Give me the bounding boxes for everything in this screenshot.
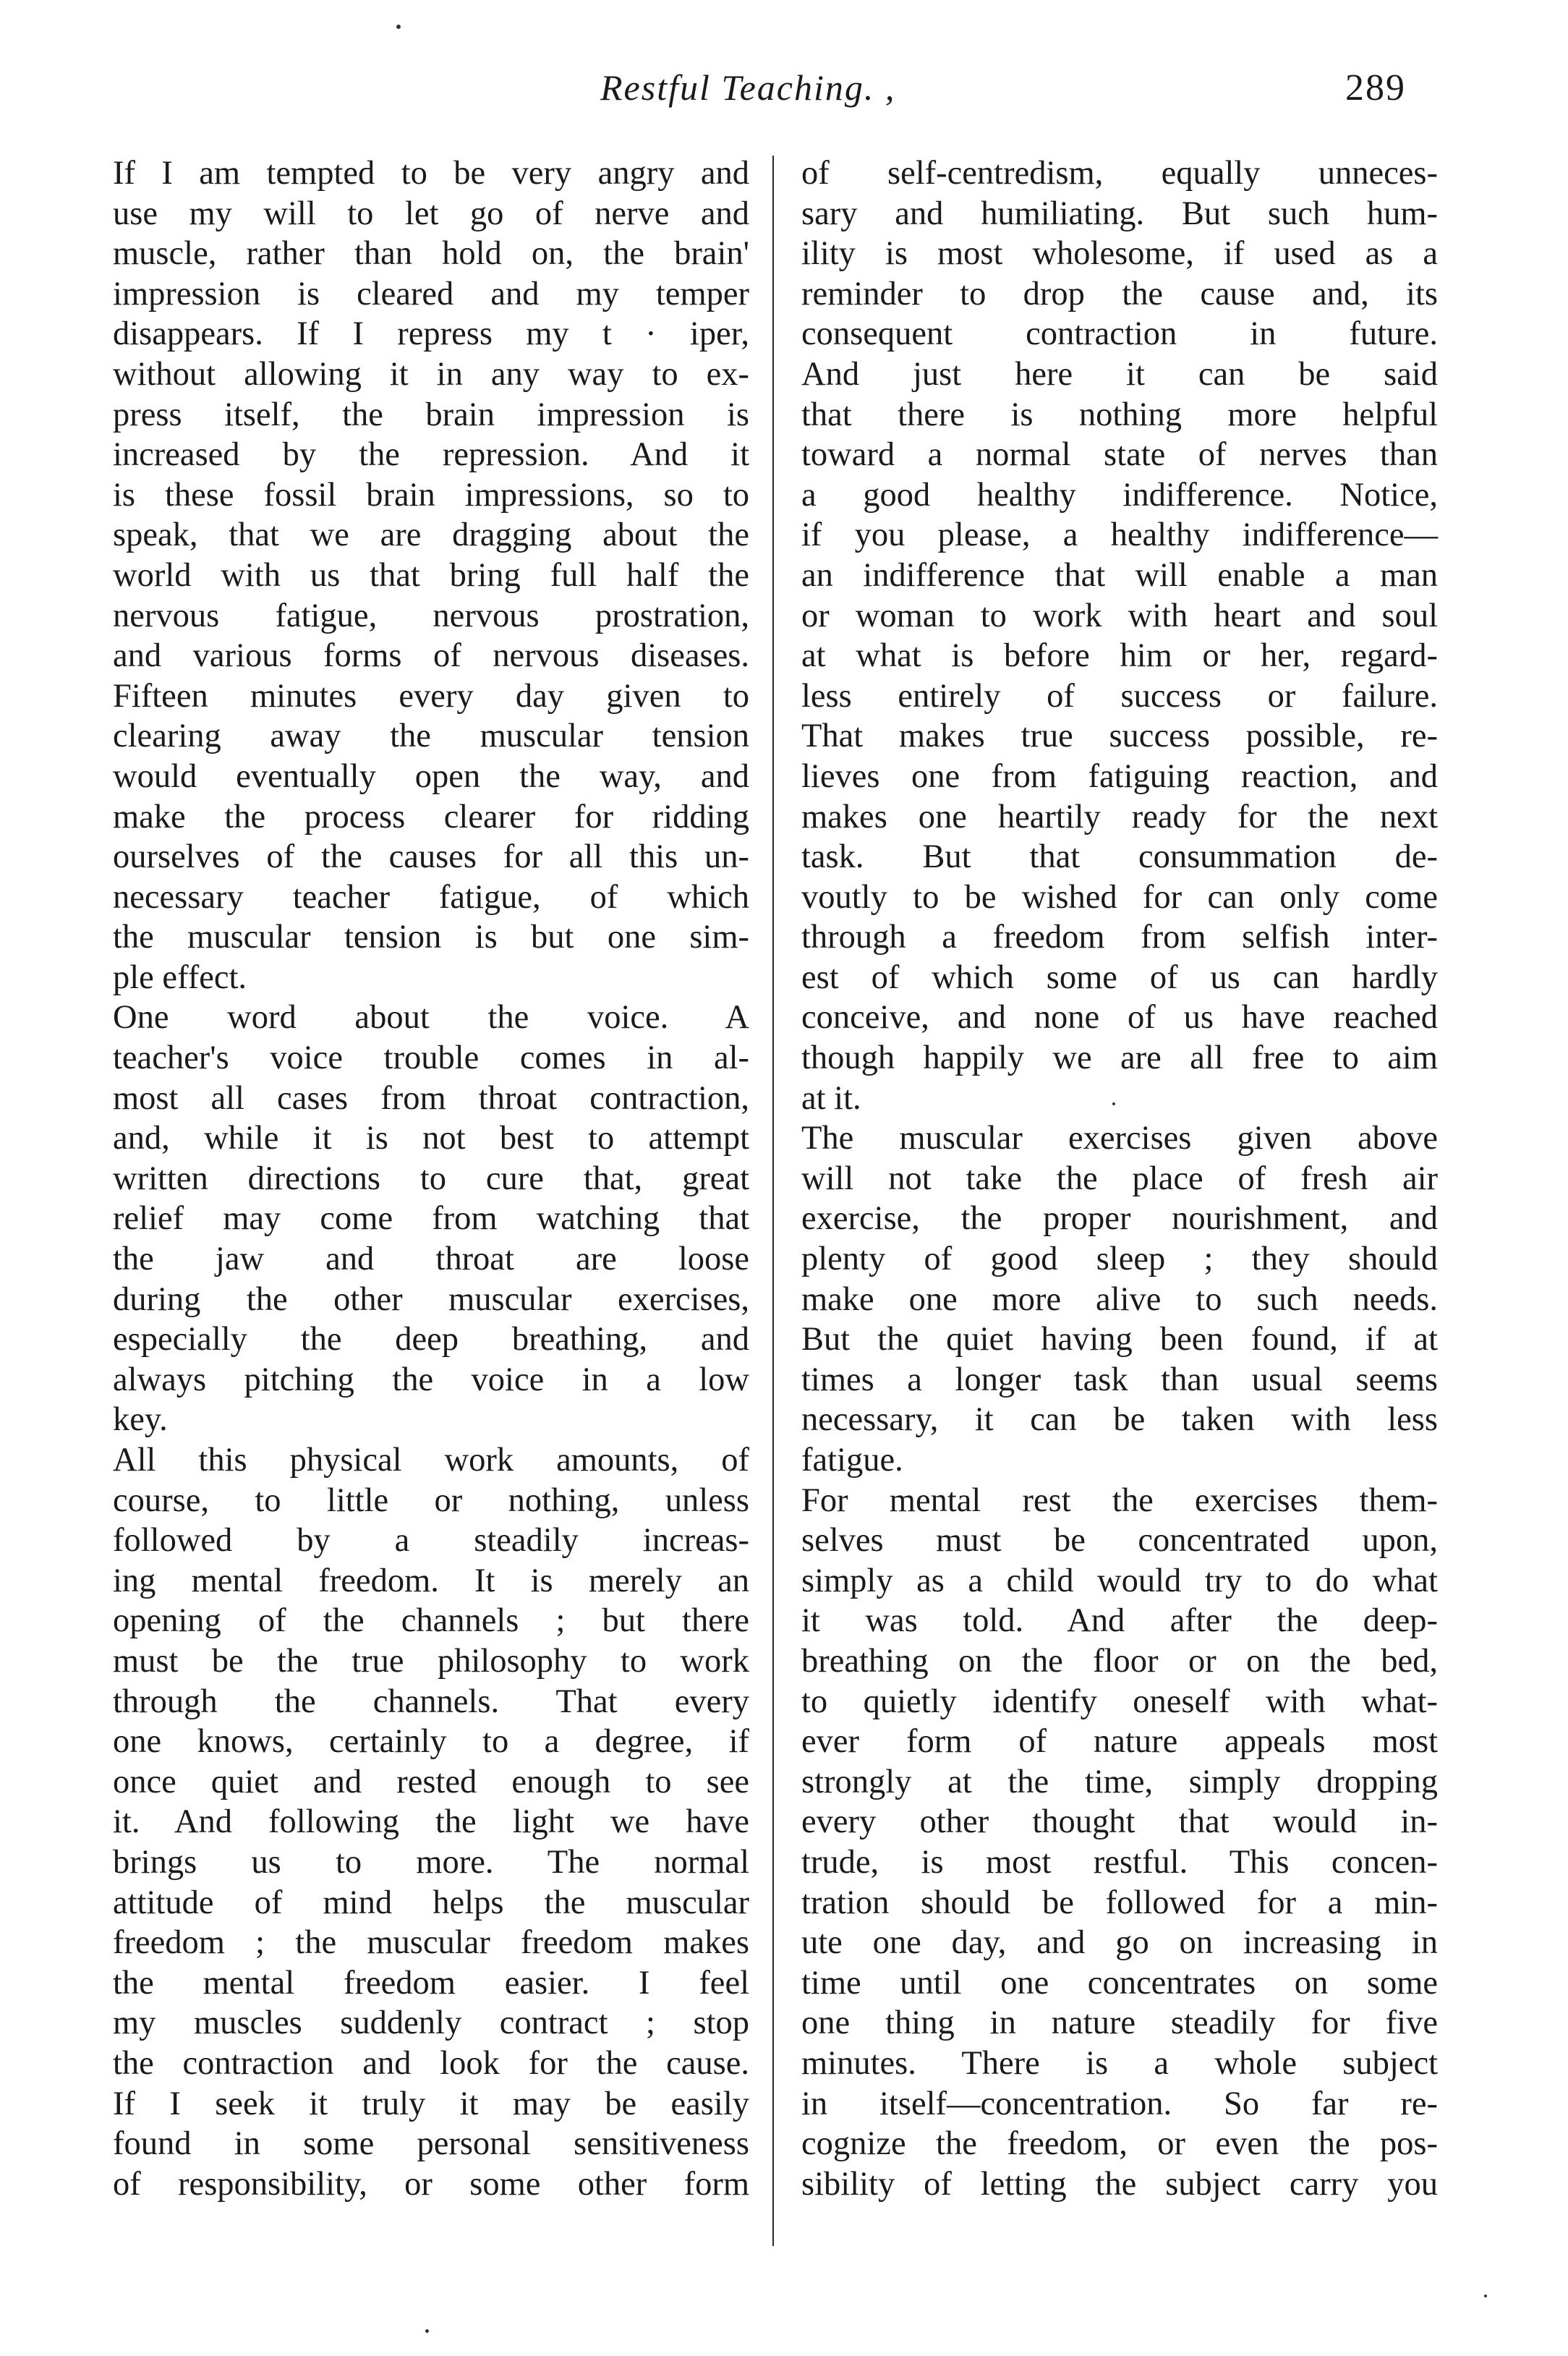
text-line: in itself—concentration. So far re- [801,2085,1438,2122]
text-line: found in some personal sensitiveness [113,2125,749,2163]
text-line: key. [113,1401,168,1439]
text-line: time until one concentrates on some [801,1964,1438,2002]
text-line: tration should be followed for a min- [801,1884,1438,1921]
text-line: followed by a steadily increas- [113,1522,749,1560]
text-line: est of which some of us can hardly [801,958,1438,996]
text-line: reminder to drop the cause and, its [801,275,1438,312]
text-line: And just here it can be said [801,355,1438,393]
text-line: But the quiet having been found, if at [801,1321,1438,1358]
text-line: written directions to cure that, great [113,1160,749,1197]
text-line: sary and humiliating. But such hum- [801,195,1438,232]
right-text-column [801,153,1438,2204]
text-line: consequent contraction in future. [801,315,1438,353]
text-line: lieves one from fatiguing reaction, and [801,757,1438,795]
text-line: that there is nothing more helpful [801,396,1438,433]
text-line: through a freedom from selfish inter- [801,919,1438,956]
text-line: ility is most wholesome, if used as a [801,235,1438,273]
text-line: and various forms of nervous diseases. [113,637,749,675]
text-line: One word about the voice. A [113,999,749,1037]
text-line: conceive, and none of us have reached [801,999,1438,1037]
text-line: make the process clearer for ridding [113,798,749,835]
text-line: once quiet and rested enough to see [113,1763,749,1800]
text-line: For mental rest the exercises them- [801,1481,1438,1519]
text-line: necessary teacher fatigue, of which [113,878,749,916]
text-line: the mental freedom easier. I feel [113,1964,749,2002]
text-line: the muscular tension is but one sim- [113,919,749,956]
text-line: clearing away the muscular tension [113,718,749,755]
text-line: always pitching the voice in a low [113,1361,749,1398]
text-line: breathing on the floor or on the bed, [801,1642,1438,1680]
text-line: The muscular exercises given above [801,1120,1438,1157]
text-line: times a longer task than usual seems [801,1361,1438,1398]
text-line: ing mental freedom. It is merely an [113,1562,749,1599]
text-line: task. But that consummation de- [801,838,1438,876]
text-line: disappears. If I repress my t · iper, [113,315,749,353]
text-line: speak, that we are dragging about the [113,516,749,554]
text-line: though happily we are all free to aim [801,1039,1438,1077]
print-speck [396,25,401,29]
text-line: at what is before him or her, regard- [801,637,1438,675]
text-line: opening of the channels ; but there [113,1602,749,1640]
text-line: especially the deep breathing, and [113,1321,749,1358]
text-line: strongly at the time, simply dropping [801,1763,1438,1800]
text-line: one knows, certainly to a degree, if [113,1723,749,1761]
print-speck [425,2329,429,2333]
text-line: make one more alive to such needs. [801,1280,1438,1318]
text-line: If I seek it truly it may be easily [113,2085,749,2122]
text-line: plenty of good sleep ; they should [801,1241,1438,1278]
text-line: use my will to let go of nerve and [113,195,749,232]
text-line: brings us to more. The normal [113,1843,749,1881]
text-line: increased by the repression. And it [113,436,749,474]
text-line: it. And following the light we have [113,1803,749,1841]
text-line: and, while it is not best to attempt [113,1120,749,1157]
text-line: ourselves of the causes for all this un- [113,838,749,876]
text-line: would eventually open the way, and [113,757,749,795]
running-head [0,67,1568,124]
text-line: All this physical work amounts, of [113,1442,749,1479]
text-line: to quietly identify oneself with what- [801,1683,1438,1720]
text-line: fatigue. [801,1442,903,1479]
text-line: course, to little or nothing, unless [113,1481,749,1519]
text-line: impression is cleared and my temper [113,275,749,312]
text-line: world with us that bring full half the [113,556,749,594]
text-line: sibility of letting the subject carry you [801,2165,1438,2203]
text-line: if you please, a healthy indifference— [801,516,1438,554]
text-line: is these fossil brain impressions, so to [113,476,749,514]
text-line: every other thought that would in- [801,1803,1438,1841]
text-line: makes one heartily ready for the next [801,798,1438,835]
text-line: of responsibility, or some other form [113,2165,749,2203]
text-line: ple effect. [113,958,247,996]
text-line: teacher's voice trouble comes in al- [113,1039,749,1077]
text-line: necessary, it can be taken with less [801,1401,1438,1439]
text-line: That makes true success possible, re- [801,718,1438,755]
text-line: ever form of nature appeals most [801,1723,1438,1761]
text-line: exercise, the proper nourishment, and [801,1200,1438,1238]
text-line: during the other muscular exercises, [113,1280,749,1318]
text-line: at it. [801,1079,861,1117]
text-line: toward a normal state of nerves than [801,436,1438,474]
text-line: press itself, the brain impression is [113,396,749,433]
running-title: Restful Teaching. , [600,67,896,108]
text-line: ute one day, and go on increasing in [801,1924,1438,1962]
text-line: voutly to be wished for can only come [801,878,1438,916]
text-line: an indifference that will enable a man [801,556,1438,594]
text-line: attitude of mind helps the muscular [113,1884,749,1921]
text-line: freedom ; the muscular freedom makes [113,1924,749,1962]
text-line: cognize the freedom, or even the pos- [801,2125,1438,2163]
text-line: muscle, rather than hold on, the brain' [113,235,749,273]
column-divider [772,156,774,2246]
page-number: 289 [1345,67,1406,109]
text-line: or woman to work with heart and soul [801,597,1438,634]
text-line: less entirely of success or failure. [801,677,1438,715]
text-line: the contraction and look for the cause. [113,2044,749,2082]
text-line: through the channels. That every [113,1683,749,1720]
text-line: one thing in nature steadily for five [801,2004,1438,2042]
text-line: of self-centredism, equally unneces- [801,155,1438,192]
text-line: relief may come from watching that [113,1200,749,1238]
text-line: the jaw and throat are loose [113,1241,749,1278]
text-line: minutes. There is a whole subject [801,2044,1438,2082]
text-line: my muscles suddenly contract ; stop [113,2004,749,2042]
text-line: trude, is most restful. This concen- [801,1843,1438,1881]
print-speck [1112,1102,1115,1105]
text-line: most all cases from throat contraction, [113,1079,749,1117]
left-text-column [113,153,749,2204]
text-line: nervous fatigue, nervous prostration, [113,597,749,634]
text-line: without allowing it in any way to ex- [113,355,749,393]
text-line: Fifteen minutes every day given to [113,677,749,715]
text-line: If I am tempted to be very angry and [113,155,749,192]
text-line: selves must be concentrated upon, [801,1522,1438,1560]
text-line: will not take the place of fresh air [801,1160,1438,1197]
text-line: it was told. And after the deep- [801,1602,1438,1640]
text-line: must be the true philosophy to work [113,1642,749,1680]
print-speck [1484,2295,1487,2297]
text-line: simply as a child would try to do what [801,1562,1438,1599]
text-line: a good healthy indifference. Notice, [801,476,1438,514]
